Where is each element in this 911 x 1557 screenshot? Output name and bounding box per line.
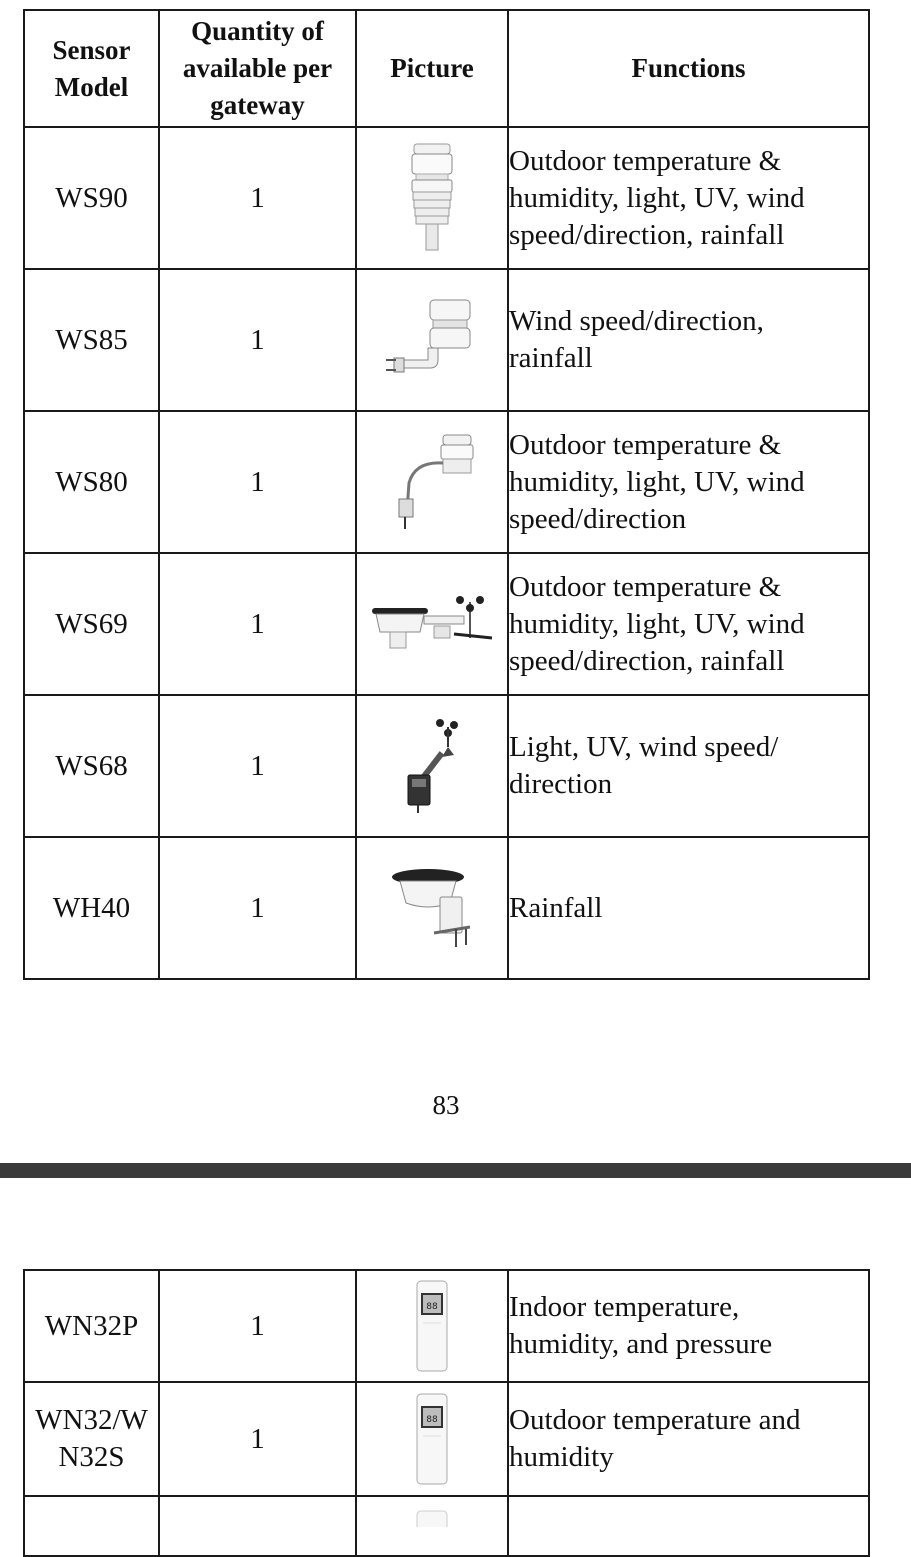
table-row — [24, 1496, 869, 1556]
function-text: direction — [509, 768, 613, 800]
function-text: Wind speed/direction, — [509, 305, 764, 337]
function-text: speed/direction, rainfall — [509, 644, 785, 677]
wn32-sensor-icon — [415, 1392, 449, 1486]
sensor-quantity: 1 — [159, 553, 356, 695]
sensor-quantity: 1 — [159, 411, 356, 553]
sensor-model: WN32P — [24, 1270, 159, 1382]
svg-text:88: 88 — [426, 1302, 438, 1312]
function-text: Indoor temperature, — [509, 1291, 740, 1323]
function-text: Rainfall — [509, 891, 603, 924]
function-text: Outdoor temperature and — [509, 1404, 801, 1436]
function-text: humidity, and pressure — [509, 1328, 773, 1360]
sensor-table-page-83 — [23, 9, 870, 980]
wn32p-sensor-icon — [415, 1279, 449, 1373]
table-row — [24, 837, 869, 979]
svg-text:88: 88 — [426, 1415, 438, 1425]
sensor-quantity: 1 — [159, 269, 356, 411]
sensor-model: WS80 — [24, 411, 159, 553]
function-text: Outdoor temperature & — [509, 428, 782, 461]
function-text: rainfall — [509, 342, 593, 374]
header-quantity: Quantity of available per gateway — [159, 10, 356, 127]
sensor-model: WN32/W N32S — [24, 1382, 159, 1496]
header-functions: Functions — [508, 10, 869, 127]
header-sensor-model: Sensor Model — [24, 10, 159, 127]
table-row — [24, 269, 869, 411]
function-text: speed/direction — [509, 502, 687, 535]
sensor-model: WS69 — [24, 553, 159, 695]
function-text: Outdoor temperature & — [509, 144, 782, 177]
wh40-rain-gauge-icon — [390, 867, 474, 949]
sensor-icon-partial — [415, 1497, 449, 1527]
function-text: Light, UV, wind speed/ — [509, 731, 779, 763]
sensor-model: WH40 — [24, 837, 159, 979]
header-picture: Picture — [356, 10, 508, 127]
function-text: humidity — [509, 1441, 614, 1473]
ws69-sensor-icon — [370, 594, 494, 654]
table-row — [24, 553, 869, 695]
page-divider — [0, 1163, 911, 1178]
sensor-quantity: 1 — [159, 1382, 356, 1496]
page-number: 83 — [432, 1090, 460, 1120]
sensor-model: WS90 — [24, 127, 159, 269]
table-row — [24, 1270, 869, 1382]
sensor-quantity: 1 — [159, 1270, 356, 1382]
table-row — [24, 411, 869, 553]
sensor-table-page-84 — [23, 1269, 870, 1557]
function-text: Outdoor temperature & — [509, 570, 782, 603]
sensor-quantity: 1 — [159, 695, 356, 837]
table-row — [24, 127, 869, 269]
ws80-sensor-icon — [387, 433, 477, 531]
sensor-quantity: 1 — [159, 837, 356, 979]
ws68-sensor-icon — [392, 717, 472, 815]
ws85-sensor-icon — [384, 298, 480, 382]
function-text: humidity, light, UV, wind — [509, 465, 805, 498]
function-text: speed/direction, rainfall — [509, 218, 785, 251]
sensor-model: WS68 — [24, 695, 159, 837]
table-header-row — [24, 10, 869, 127]
table-row — [24, 1382, 869, 1496]
sensor-quantity: 1 — [159, 127, 356, 269]
function-text: humidity, light, UV, wind — [509, 607, 805, 640]
function-text: humidity, light, UV, wind — [509, 181, 805, 214]
ws90-sensor-icon — [402, 142, 462, 254]
table-row — [24, 695, 869, 837]
sensor-model: WS85 — [24, 269, 159, 411]
